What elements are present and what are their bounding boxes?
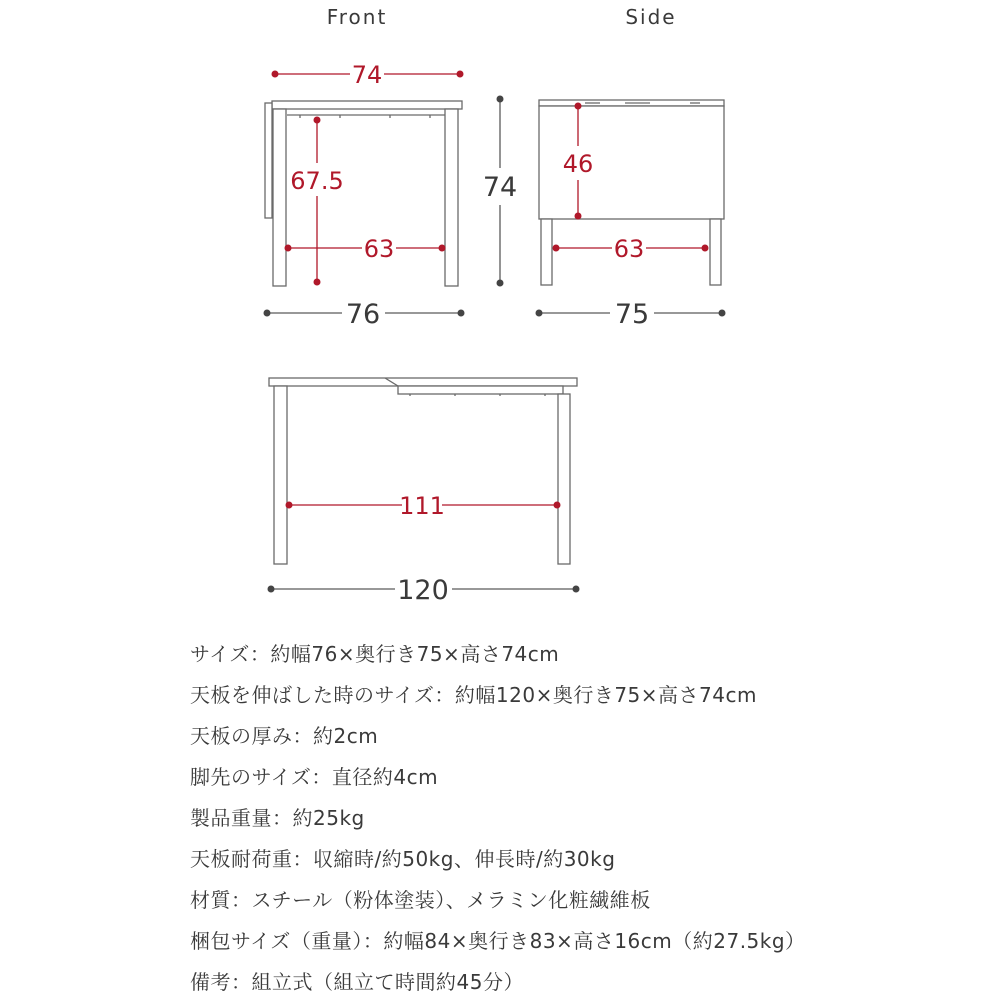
extended-leaf-support	[398, 386, 563, 394]
spec-top-thickness: 天板の厚み：約2cm	[190, 724, 379, 748]
extended-left-leg	[274, 386, 287, 564]
extended-width-dimension	[268, 575, 580, 606]
side-depth-label: 75	[614, 299, 650, 330]
front-right-leg	[445, 109, 458, 286]
overall-height-dimension	[483, 96, 517, 287]
extended-inner-width-dimension	[286, 492, 561, 520]
spec-weight: 製品重量：約25kg	[190, 806, 365, 830]
side-left-leg	[541, 219, 552, 285]
overall-height-label: 74	[482, 172, 518, 203]
front-inner-height-label: 67.5	[290, 167, 344, 195]
spec-package-size: 梱包サイズ（重量）：約幅84×奥行き83×高さ16cm（約27.5kg）	[190, 929, 806, 953]
extended-width-label: 120	[397, 575, 449, 606]
side-apron-height-label: 46	[562, 150, 594, 178]
extended-inner-width-label: 111	[399, 492, 445, 520]
front-top-width-label: 74	[351, 61, 383, 89]
extended-right-leg	[558, 394, 570, 564]
front-tabletop	[272, 101, 462, 109]
side-inner-depth-label: 63	[613, 235, 645, 263]
front-inner-height-dimension	[290, 117, 343, 286]
spec-extended-size: 天板を伸ばした時のサイズ：約幅120×奥行き75×高さ74cm	[190, 683, 757, 707]
front-inner-width-dimension	[285, 235, 446, 263]
front-drop-leaf	[265, 103, 272, 218]
side-depth-dimension	[536, 299, 726, 330]
front-width-dimension	[264, 299, 465, 330]
front-view-title: Front	[326, 5, 388, 29]
extended-view-drawing	[269, 378, 577, 564]
side-view-title: Side	[625, 5, 677, 29]
side-inner-depth-dimension	[553, 235, 709, 263]
spec-size: サイズ：約幅76×奥行き75×高さ74cm	[190, 642, 560, 666]
side-right-leg	[710, 219, 721, 285]
extended-tabletop	[269, 378, 577, 386]
spec-material: 材質：スチール（粉体塗装）、メラミン化粧繊維板	[190, 888, 651, 912]
spec-leg-size: 脚先のサイズ：直径約4cm	[190, 765, 439, 789]
front-inner-width-label: 63	[363, 235, 395, 263]
spec-load-capacity: 天板耐荷重：収縮時/約50kg、伸長時/約30kg	[190, 847, 616, 871]
front-top-width-dimension	[272, 61, 464, 89]
spec-list	[190, 634, 980, 1003]
front-width-label: 76	[345, 299, 381, 330]
front-left-leg	[273, 109, 286, 286]
spec-notes: 備考：組立式（組立て時間約45分）	[190, 970, 524, 994]
